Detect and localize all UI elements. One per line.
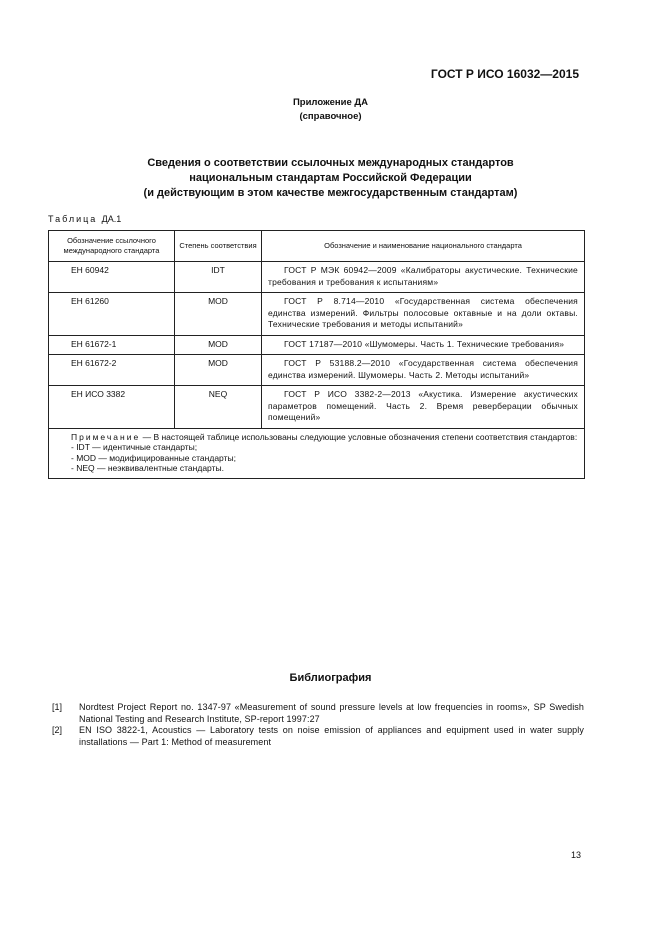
document-code-header: ГОСТ Р ИСО 16032—2015 (430, 67, 579, 81)
cell-degree: NEQ (175, 386, 262, 429)
table-row (49, 293, 585, 336)
appendix-title-line-1: Сведения о соответствии ссылочных международных стандартов (147, 157, 514, 169)
note-item: - NEQ — неэквивалентные стандарты. (71, 463, 224, 473)
appendix-type: (справочное) (299, 111, 362, 122)
note-label: Примечание (71, 431, 141, 442)
bibliography-entry (52, 725, 584, 748)
cell-national: ГОСТ Р 53188.2—2010 «Государственная система обеспечения единства измерений. Шумомеры. Часть 2. Методы испытаний» (262, 355, 585, 386)
note-item: - IDT — идентичные стандарты; (71, 442, 198, 452)
bibliography-entry-number: [1] (52, 702, 63, 712)
cell-national: ГОСТ Р 8.714—2010 «Государственная система обеспечения единства измерений. Фильтры полосовые октавные и на доли октавы. Технические требования и методы испытаний» (262, 293, 585, 336)
table-row (49, 262, 585, 293)
bibliography-entry (52, 702, 584, 725)
table-label (48, 214, 121, 224)
cell-degree: MOD (175, 293, 262, 336)
cell-degree: MOD (175, 355, 262, 386)
cell-national: ГОСТ Р ИСО 3382-2—2013 «Акустика. Измерение акустических параметров помещений. Часть 2. Время реверберации обычных помещений» (262, 386, 585, 429)
cell-reference: ЕН 61260 (49, 293, 175, 336)
cell-reference: ЕН 60942 (49, 262, 175, 293)
table-header-row (49, 231, 585, 262)
table-row (49, 335, 585, 355)
column-header-reference: Обозначение ссылочного международного стандарта (49, 231, 175, 262)
cell-national: ГОСТ Р МЭК 60942—2009 «Калибраторы акустические. Технические требования и требования к испытаниям» (262, 262, 585, 293)
bibliography-entry-number: [2] (52, 725, 63, 735)
table-row (49, 386, 585, 429)
table-label-id: ДА.1 (101, 214, 122, 224)
table-label-prefix: Таблица (48, 214, 98, 224)
bibliography-entry-text: EN ISO 3822-1, Acoustics — Laboratory tests on noise emission of appliances and equipment used in water supply installations — Part 1: Method of measurement (79, 725, 584, 747)
table-note-row (49, 428, 585, 478)
bibliography-title: Библиография (289, 672, 372, 684)
bibliography-entry-text: Nordtest Project Report no. 1347-97 «Measurement of sound pressure levels at low frequencies in rooms», SP Swedish National Testing and Research Institute, SP-report 1997:27 (79, 702, 584, 724)
cell-reference: ЕН 61672-2 (49, 355, 175, 386)
page-number: 13 (570, 850, 581, 860)
note-text: — В настоящей таблице использованы следующие условные обозначения степени соответствия стандартов: (142, 431, 578, 442)
correspondence-table (48, 230, 585, 479)
cell-degree: IDT (175, 262, 262, 293)
cell-reference: ЕН 61672-1 (49, 335, 175, 355)
table-row (49, 355, 585, 386)
appendix-title-line-2: национальным стандартам Российской Федерации (189, 172, 472, 184)
column-header-national: Обозначение и наименование национального стандарта (262, 231, 585, 262)
column-header-degree: Степень соответствия (175, 231, 262, 262)
note-lead (55, 432, 578, 443)
note-item: - MOD — модифицированные стандарты; (71, 452, 236, 463)
appendix-label: Приложение ДА (292, 97, 369, 108)
cell-reference: ЕН ИСО 3382 (49, 386, 175, 429)
cell-national: ГОСТ 17187—2010 «Шумомеры. Часть 1. Технические требования» (262, 335, 585, 355)
table-note (49, 428, 585, 478)
appendix-title-line-3: (и действующим в этом качестве межгосударственным стандартам) (143, 187, 518, 199)
cell-degree: MOD (175, 335, 262, 355)
